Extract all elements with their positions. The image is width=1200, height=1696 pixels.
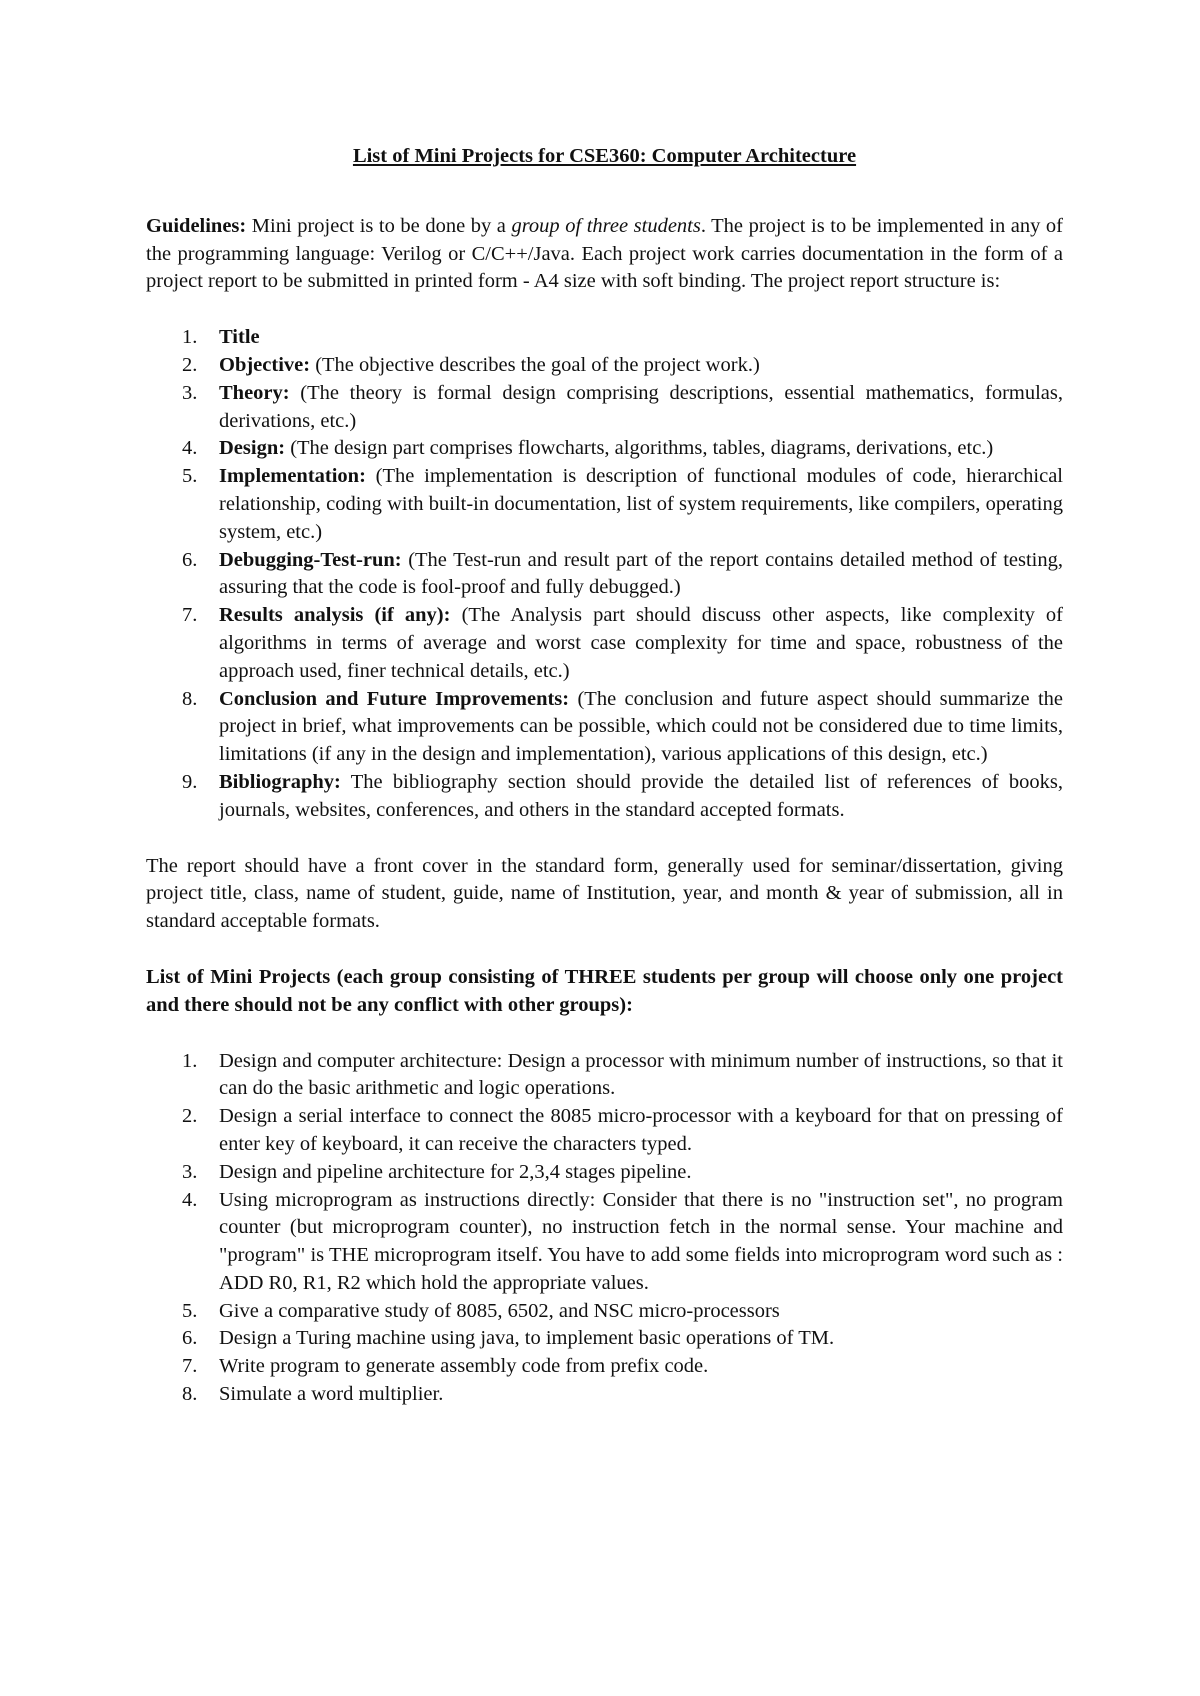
list-item — [146, 1103, 1063, 1159]
list-item-number: 7. — [182, 1355, 198, 1378]
projects-heading: List of Mini Projects (each group consisting of THREE students per group will choose only one project and there should not be any conflict with other groups): — [146, 965, 1063, 1016]
list-item — [146, 1159, 1063, 1187]
list-item-number: 5. — [182, 465, 198, 488]
list-item — [146, 769, 1063, 825]
projects-list — [146, 1048, 1063, 1409]
list-item-label: Title — [219, 326, 260, 349]
report-structure-list — [146, 324, 1063, 824]
list-item-number: 5. — [182, 1299, 198, 1322]
list-item-text: (The conclusion and future aspect should summarize the project in brief, what improvements can be possible, which could not be considered due to time limits, limitations (if any in the design and implementation), various applications of this design, etc.) — [219, 687, 1064, 766]
list-item-label: Conclusion and Future Improvements: — [219, 687, 570, 710]
list-item-text: Design and pipeline architecture for 2,3,4 stages pipeline. — [219, 1160, 692, 1183]
list-item — [146, 686, 1063, 769]
list-item — [146, 602, 1063, 685]
list-item-number: 1. — [182, 1049, 198, 1072]
list-item-number: 2. — [182, 353, 198, 376]
guidelines-text-2: . The project is to be implemented in any of the programming language: Verilog or C/C++/Java. Each project work carries documentation in the form of a project report to be submitted in printed form - A4 size with soft binding. The project report structure is: — [146, 214, 1064, 293]
list-item — [146, 352, 1063, 380]
list-item-number: 4. — [182, 437, 198, 460]
list-item — [146, 324, 1063, 352]
list-item-label: Theory: — [219, 381, 290, 404]
list-item-text: (The theory is formal design comprising descriptions, essential mathematics, formulas, derivations, etc.) — [219, 381, 1063, 432]
list-item-number: 9. — [182, 770, 198, 793]
list-item-number: 8. — [182, 687, 198, 710]
list-item-text: (The objective describes the goal of the project work.) — [310, 353, 760, 376]
list-item-text: Give a comparative study of 8085, 6502, and NSC micro-processors — [219, 1299, 780, 1322]
list-item — [146, 435, 1063, 463]
guidelines-paragraph — [146, 213, 1063, 296]
guidelines-text-1: Mini project is to be done by a — [246, 214, 512, 237]
list-item-label: Results analysis (if any): — [219, 604, 451, 627]
list-item-number: 3. — [182, 1160, 198, 1183]
list-item-number: 2. — [182, 1105, 198, 1128]
list-item-text: (The implementation is description of functional modules of code, hierarchical relationship, coding with built-in documentation, list of system requirements, like compilers, operating system, etc.) — [219, 465, 1063, 543]
list-item-text: Simulate a word multiplier. — [219, 1383, 444, 1406]
list-item-text: (The Test-run and result part of the report contains detailed method of testing, assuring that the code is fool-proof and fully debugged.) — [219, 548, 1063, 599]
list-item — [146, 547, 1063, 603]
list-item-number: 8. — [182, 1383, 198, 1406]
list-item-text: Design a Turing machine using java, to implement basic operations of TM. — [219, 1327, 835, 1350]
list-item-label: Debugging-Test-run: — [219, 548, 402, 571]
document-page — [146, 143, 1063, 1409]
list-item-number: 7. — [182, 604, 198, 627]
list-item-label: Implementation: — [219, 465, 366, 488]
list-item-number: 6. — [182, 548, 198, 571]
list-item-label: Objective: — [219, 353, 311, 376]
list-item-text: (The Analysis part should discuss other aspects, like complexity of algorithms in terms of average and worst case complexity for time and space, robustness of the approach used, finer technical details, etc.) — [219, 604, 1063, 682]
list-item-label: Bibliography: — [219, 770, 341, 793]
list-item — [146, 463, 1063, 546]
list-item — [146, 1298, 1063, 1326]
list-item-text: Design a serial interface to connect the 8085 micro-processor with a keyboard for that on pressing of enter key of keyboard, it can receive the characters typed. — [219, 1105, 1063, 1155]
list-item-number: 6. — [182, 1327, 198, 1350]
front-cover-paragraph: The report should have a front cover in the standard form, generally used for seminar/dissertation, giving project title, class, name of student, guide, name of Institution, year, and month & year of submission, all in standard acceptable formats. — [146, 854, 1063, 933]
list-item-text: Design and computer architecture: Design a processor with minimum number of instructions, so that it can do the basic arithmetic and logic operations. — [219, 1049, 1063, 1100]
guidelines-label: Guidelines: — [146, 214, 247, 237]
list-item-number: 3. — [182, 381, 198, 404]
list-item — [146, 380, 1063, 436]
list-item — [146, 1048, 1063, 1104]
list-item-text: Write program to generate assembly code from prefix code. — [219, 1355, 709, 1378]
list-item-label: Design: — [219, 437, 286, 460]
list-item-text: The bibliography section should provide the detailed list of references of books, journals, websites, conferences, and others in the standard accepted formats. — [219, 770, 1063, 821]
page-title: List of Mini Projects for CSE360: Computer Architecture — [352, 145, 857, 167]
list-item — [146, 1325, 1063, 1353]
guidelines-emphasis: group of three students — [511, 214, 701, 237]
list-item-text: (The design part comprises flowcharts, algorithms, tables, diagrams, derivations, etc.) — [285, 437, 994, 460]
list-item-number: 4. — [182, 1188, 198, 1211]
list-item — [146, 1187, 1063, 1298]
list-item-number: 1. — [182, 326, 198, 349]
list-item-text: Using microprogram as instructions directly: Consider that there is no "instruction set", no program counter (but microprogram counter), no instruction fetch in the normal sense. Your machine and "program" is THE microprogram itself. You have to add some fields into microprogram word such as : ADD R0, R1, R2 which hold the appropriate values. — [219, 1188, 1063, 1294]
list-item — [146, 1381, 1063, 1409]
list-item — [146, 1353, 1063, 1381]
